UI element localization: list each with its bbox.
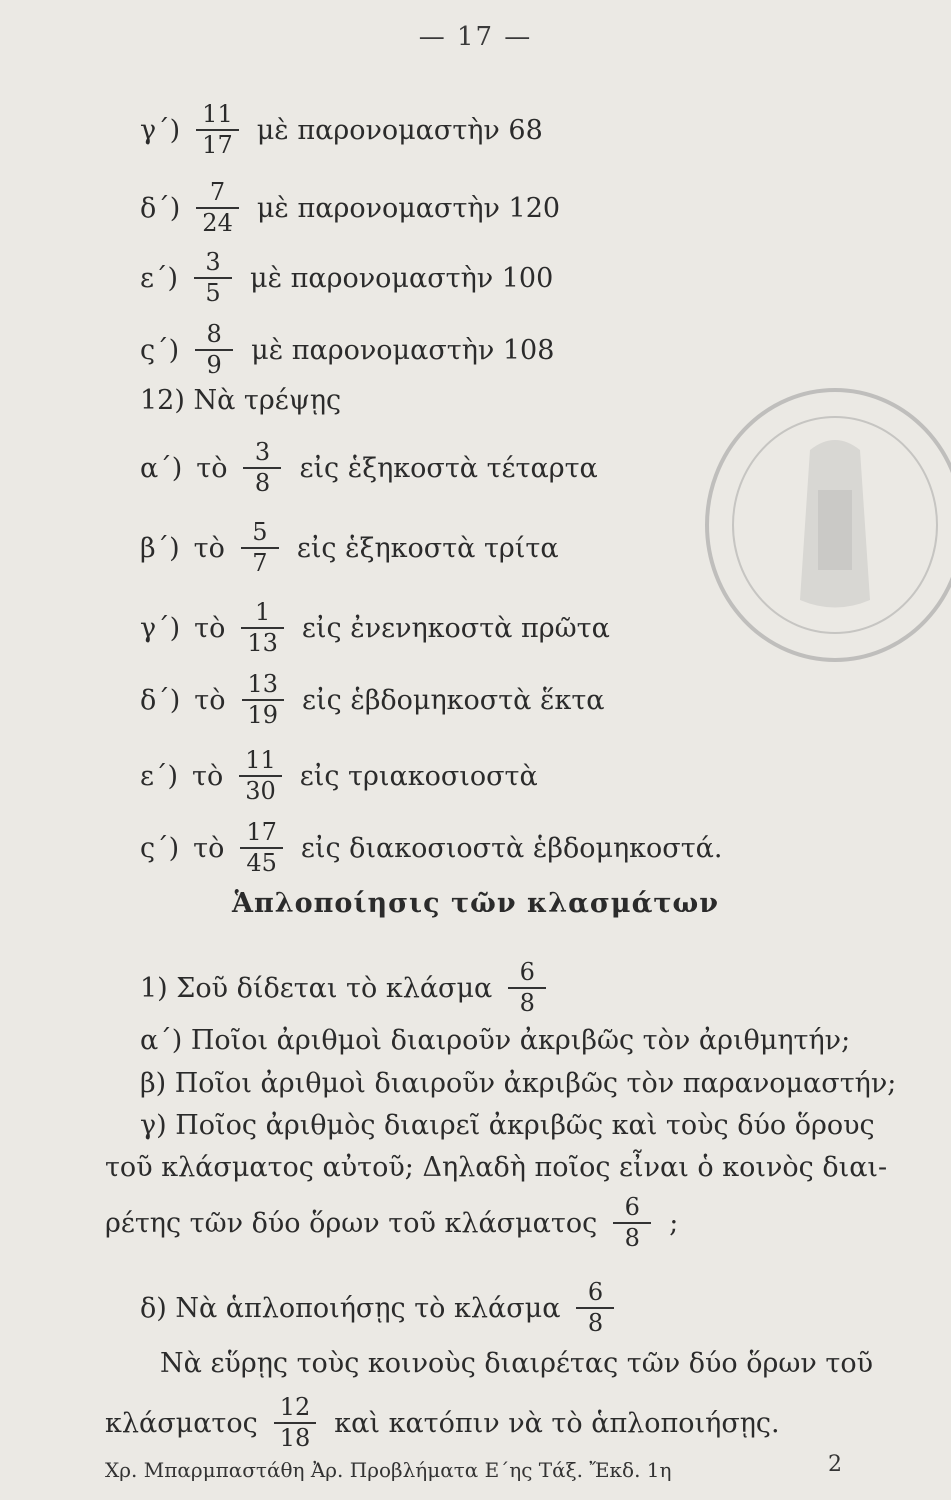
denominator: 5 [205, 279, 221, 308]
item-text: μὲ παρονομαστὴν 68 [256, 114, 543, 146]
numerator: 11 [202, 100, 233, 128]
question-1: 1) Σοῦ δίδεται τὸ κλάσμα $\frac{6}{8}$ [140, 960, 564, 1016]
item-text: μὲ παρονομαστὴν 108 [251, 334, 555, 366]
item-article: τὸ [193, 532, 225, 564]
fraction [241, 520, 279, 576]
list-item [140, 520, 559, 576]
item-article: τὸ [194, 612, 226, 644]
item-label: ς΄) [140, 832, 180, 864]
footer-citation: Χρ. Μπαρμπαστάθη Ἀρ. Προβλήματα Ε΄ης Τάξ. Ἔκδ. 1η [105, 1458, 672, 1482]
library-stamp-icon [700, 380, 951, 680]
denominator: 24 [202, 209, 233, 238]
fraction [243, 440, 281, 496]
question-1d: δ) Νὰ ἁπλοποιήσῃς τὸ κλάσμα $\frac{6}{8}$ [140, 1280, 632, 1336]
list-item [140, 748, 538, 804]
numerator: 1 [255, 598, 271, 626]
question-1e-line1: Νὰ εὕρῃς τοὺς κοινοὺς διαιρέτας τῶν δύο ὅρων τοῦ [160, 1348, 874, 1379]
fraction: $\frac{6}{8}$ [508, 960, 546, 1016]
numerator: 13 [247, 670, 279, 698]
numerator: 5 [252, 518, 268, 546]
fraction [242, 672, 285, 728]
item-text: μὲ παρονομαστὴν 100 [250, 262, 554, 294]
signature-mark: 2 [828, 1452, 842, 1477]
item-text: μὲ παρονομαστὴν 120 [256, 192, 561, 224]
numerator: 3 [254, 438, 271, 466]
page-number: — 17 — [418, 22, 533, 52]
fraction [196, 180, 239, 236]
fraction [194, 250, 232, 306]
item-text: εἰς διακοσιοστὰ ἑβδομηκοστά. [300, 832, 723, 864]
list-item [140, 250, 553, 306]
denominator: 30 [245, 777, 276, 806]
numerator: 17 [246, 818, 277, 846]
denominator: 45 [246, 849, 277, 878]
denominator: 13 [247, 629, 278, 658]
fraction: $\frac{6}{8}$ [613, 1195, 651, 1251]
fraction [239, 748, 282, 804]
list-item [140, 600, 610, 656]
list-item [140, 820, 723, 876]
numerator: 11 [245, 746, 276, 774]
item-article: τὸ [194, 684, 226, 716]
section-heading: Ἁπλοποίησις τῶν κλασμάτων [232, 888, 719, 919]
item-label: ε΄) [140, 760, 179, 792]
item-label: ς΄) [140, 334, 180, 366]
fraction: $\frac{12}{18}$ [274, 1395, 317, 1451]
numerator: 3 [205, 248, 221, 276]
question-1e-line2: κλάσματος $\frac{12}{18}$ καὶ κατόπιν νὰ τὸ ἁπλοποιήσῃς. [105, 1393, 780, 1453]
list-item [140, 180, 560, 236]
item-article: τὸ [193, 832, 225, 864]
numerator: 8 [206, 320, 222, 348]
question-1c-line3: ρέτης τῶν δύο ὅρων τοῦ κλάσματος $\frac{6}{8}$ ; [105, 1193, 679, 1253]
denominator: 9 [206, 351, 222, 380]
list-item [140, 102, 543, 158]
question-1b: β) Ποῖοι ἀριθμοὶ διαιροῦν ἀκριβῶς τὸν παρανομαστήν; [140, 1068, 897, 1099]
denominator: 19 [247, 701, 279, 730]
question-1c-line2: τοῦ κλάσματος αὐτοῦ; Δηλαδὴ ποῖος εἶναι ὁ κοινὸς διαι- [105, 1152, 888, 1183]
item-label: α΄) [140, 452, 183, 484]
numerator: 7 [209, 178, 226, 206]
denominator: 8 [254, 469, 271, 498]
item-label: γ΄) [140, 612, 181, 644]
fraction [195, 322, 233, 378]
fraction [241, 600, 284, 656]
fraction [196, 102, 239, 158]
list-item [140, 672, 605, 728]
item-label: β΄) [140, 532, 180, 564]
item-text: εἰς ἑξηκοστὰ τέταρτα [299, 452, 598, 484]
question-1c-line1: γ) Ποῖος ἀριθμὸς διαιρεῖ ἀκριβῶς καὶ τοὺς δύο ὅρους [140, 1110, 875, 1141]
item-label: δ΄) [140, 684, 181, 716]
list-item [140, 322, 554, 378]
fraction: $\frac{6}{8}$ [576, 1280, 614, 1336]
item-text: εἰς ἐνενηκοστὰ πρῶτα [301, 612, 610, 644]
item-label: δ΄) [140, 192, 181, 224]
list-item [140, 440, 598, 496]
item-text: εἰς τριακοσιοστὰ [299, 760, 538, 792]
item-label: γ΄) [140, 114, 181, 146]
fraction [240, 820, 283, 876]
item-text: εἰς ἑβδομηκοστὰ ἕκτα [302, 684, 605, 716]
item-label: ε΄) [140, 262, 179, 294]
question-1a: α΄) Ποῖοι ἀριθμοὶ διαιροῦν ἀκριβῶς τὸν ἀριθμητήν; [140, 1025, 851, 1056]
item-text: εἰς ἑξηκοστὰ τρίτα [296, 532, 559, 564]
question-12-title: 12) Νὰ τρέψῃς [140, 385, 342, 416]
denominator: 17 [202, 131, 233, 160]
item-article: τὸ [192, 760, 224, 792]
denominator: 7 [252, 549, 268, 578]
item-article: τὸ [196, 452, 228, 484]
